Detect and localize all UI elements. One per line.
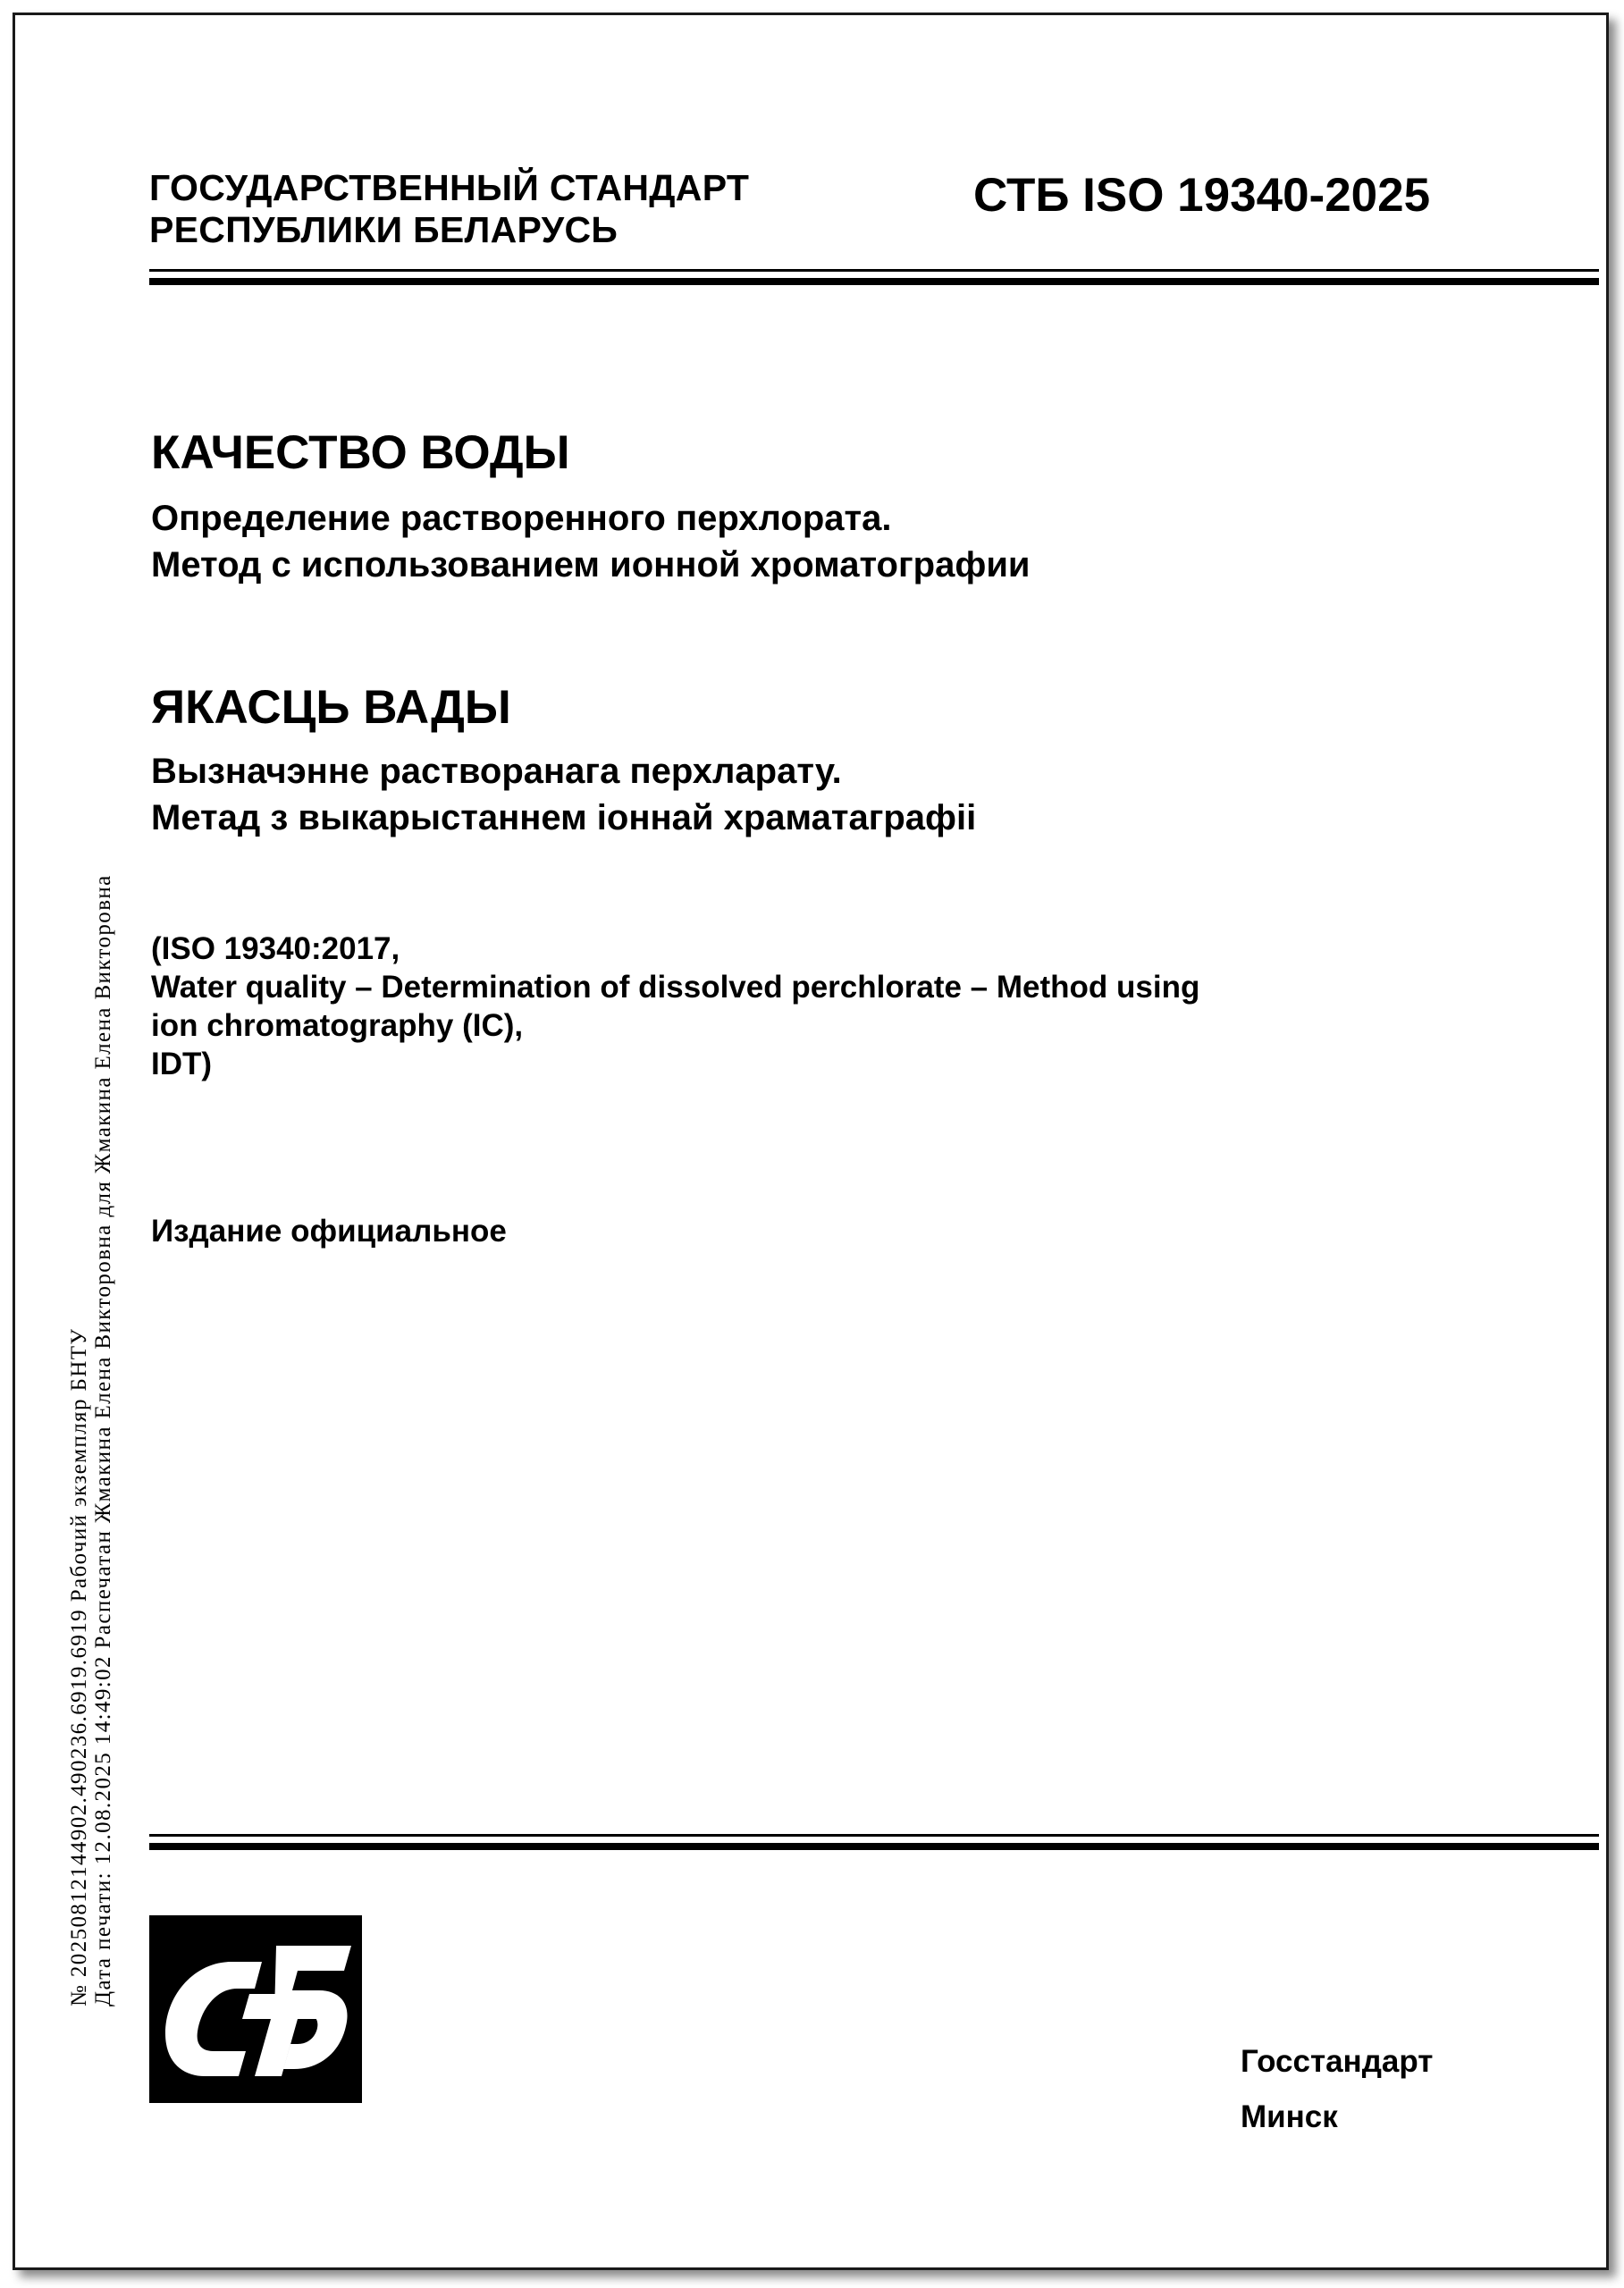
publisher-name: Госстандарт [1241, 2044, 1434, 2079]
iso-reference [151, 930, 1199, 1083]
publisher-city: Минск [1241, 2099, 1338, 2134]
russian-subtitle-line-2: Метод с использованием ионной хроматографии [151, 545, 1031, 585]
iso-reference-line-3: ion chromatography (IC), [151, 1008, 524, 1043]
belarusian-title: ЯКАСЦЬ ВАДЫ [151, 681, 511, 734]
edition-label: Издание официальное [151, 1214, 507, 1249]
stb-logo-icon [149, 1915, 362, 2103]
russian-subtitle [151, 495, 1031, 588]
print-watermark-line-2: Дата печати: 12.08.2025 14:49:02 Распечатан Жмакина Елена Викторовна для Жмакина Елена Викторовна [91, 874, 115, 2006]
document-page [13, 13, 1609, 2270]
standard-type-line-1: ГОСУДАРСТВЕННЫЙ СТАНДАРТ [149, 167, 750, 208]
standard-type-heading [149, 167, 749, 251]
belarusian-subtitle [151, 748, 976, 841]
header-divider-thin [149, 269, 1599, 272]
footer-divider-thin [149, 1834, 1599, 1837]
iso-reference-line-2: Water quality – Determination of dissolved perchlorate – Method using [151, 970, 1200, 1005]
iso-reference-line-4: IDT) [151, 1047, 213, 1081]
russian-title: КАЧЕСТВО ВОДЫ [151, 426, 570, 479]
iso-reference-line-1: (ISO 19340:2017, [151, 931, 400, 966]
print-watermark [67, 648, 115, 2006]
header-divider-thick [149, 278, 1599, 285]
publisher-block [1241, 2034, 1433, 2145]
stb-logo-graphic [149, 1915, 362, 2103]
print-watermark-line-1: № 20250812144902.490236.6919.6919 Рабочий экземпляр БНТУ [67, 1327, 91, 2006]
standard-type-line-2: РЕСПУБЛИКИ БЕЛАРУСЬ [149, 209, 618, 250]
footer-divider-thick [149, 1843, 1599, 1850]
belarusian-subtitle-line-1: Вызначэнне растворанага перхларату. [151, 752, 842, 791]
standard-designation: СТБ ISO 19340-2025 [973, 169, 1431, 222]
belarusian-subtitle-line-2: Метад з выкарыстаннем іоннай храматаграфіі [151, 798, 977, 837]
russian-subtitle-line-1: Определение растворенного перхлората. [151, 499, 892, 538]
